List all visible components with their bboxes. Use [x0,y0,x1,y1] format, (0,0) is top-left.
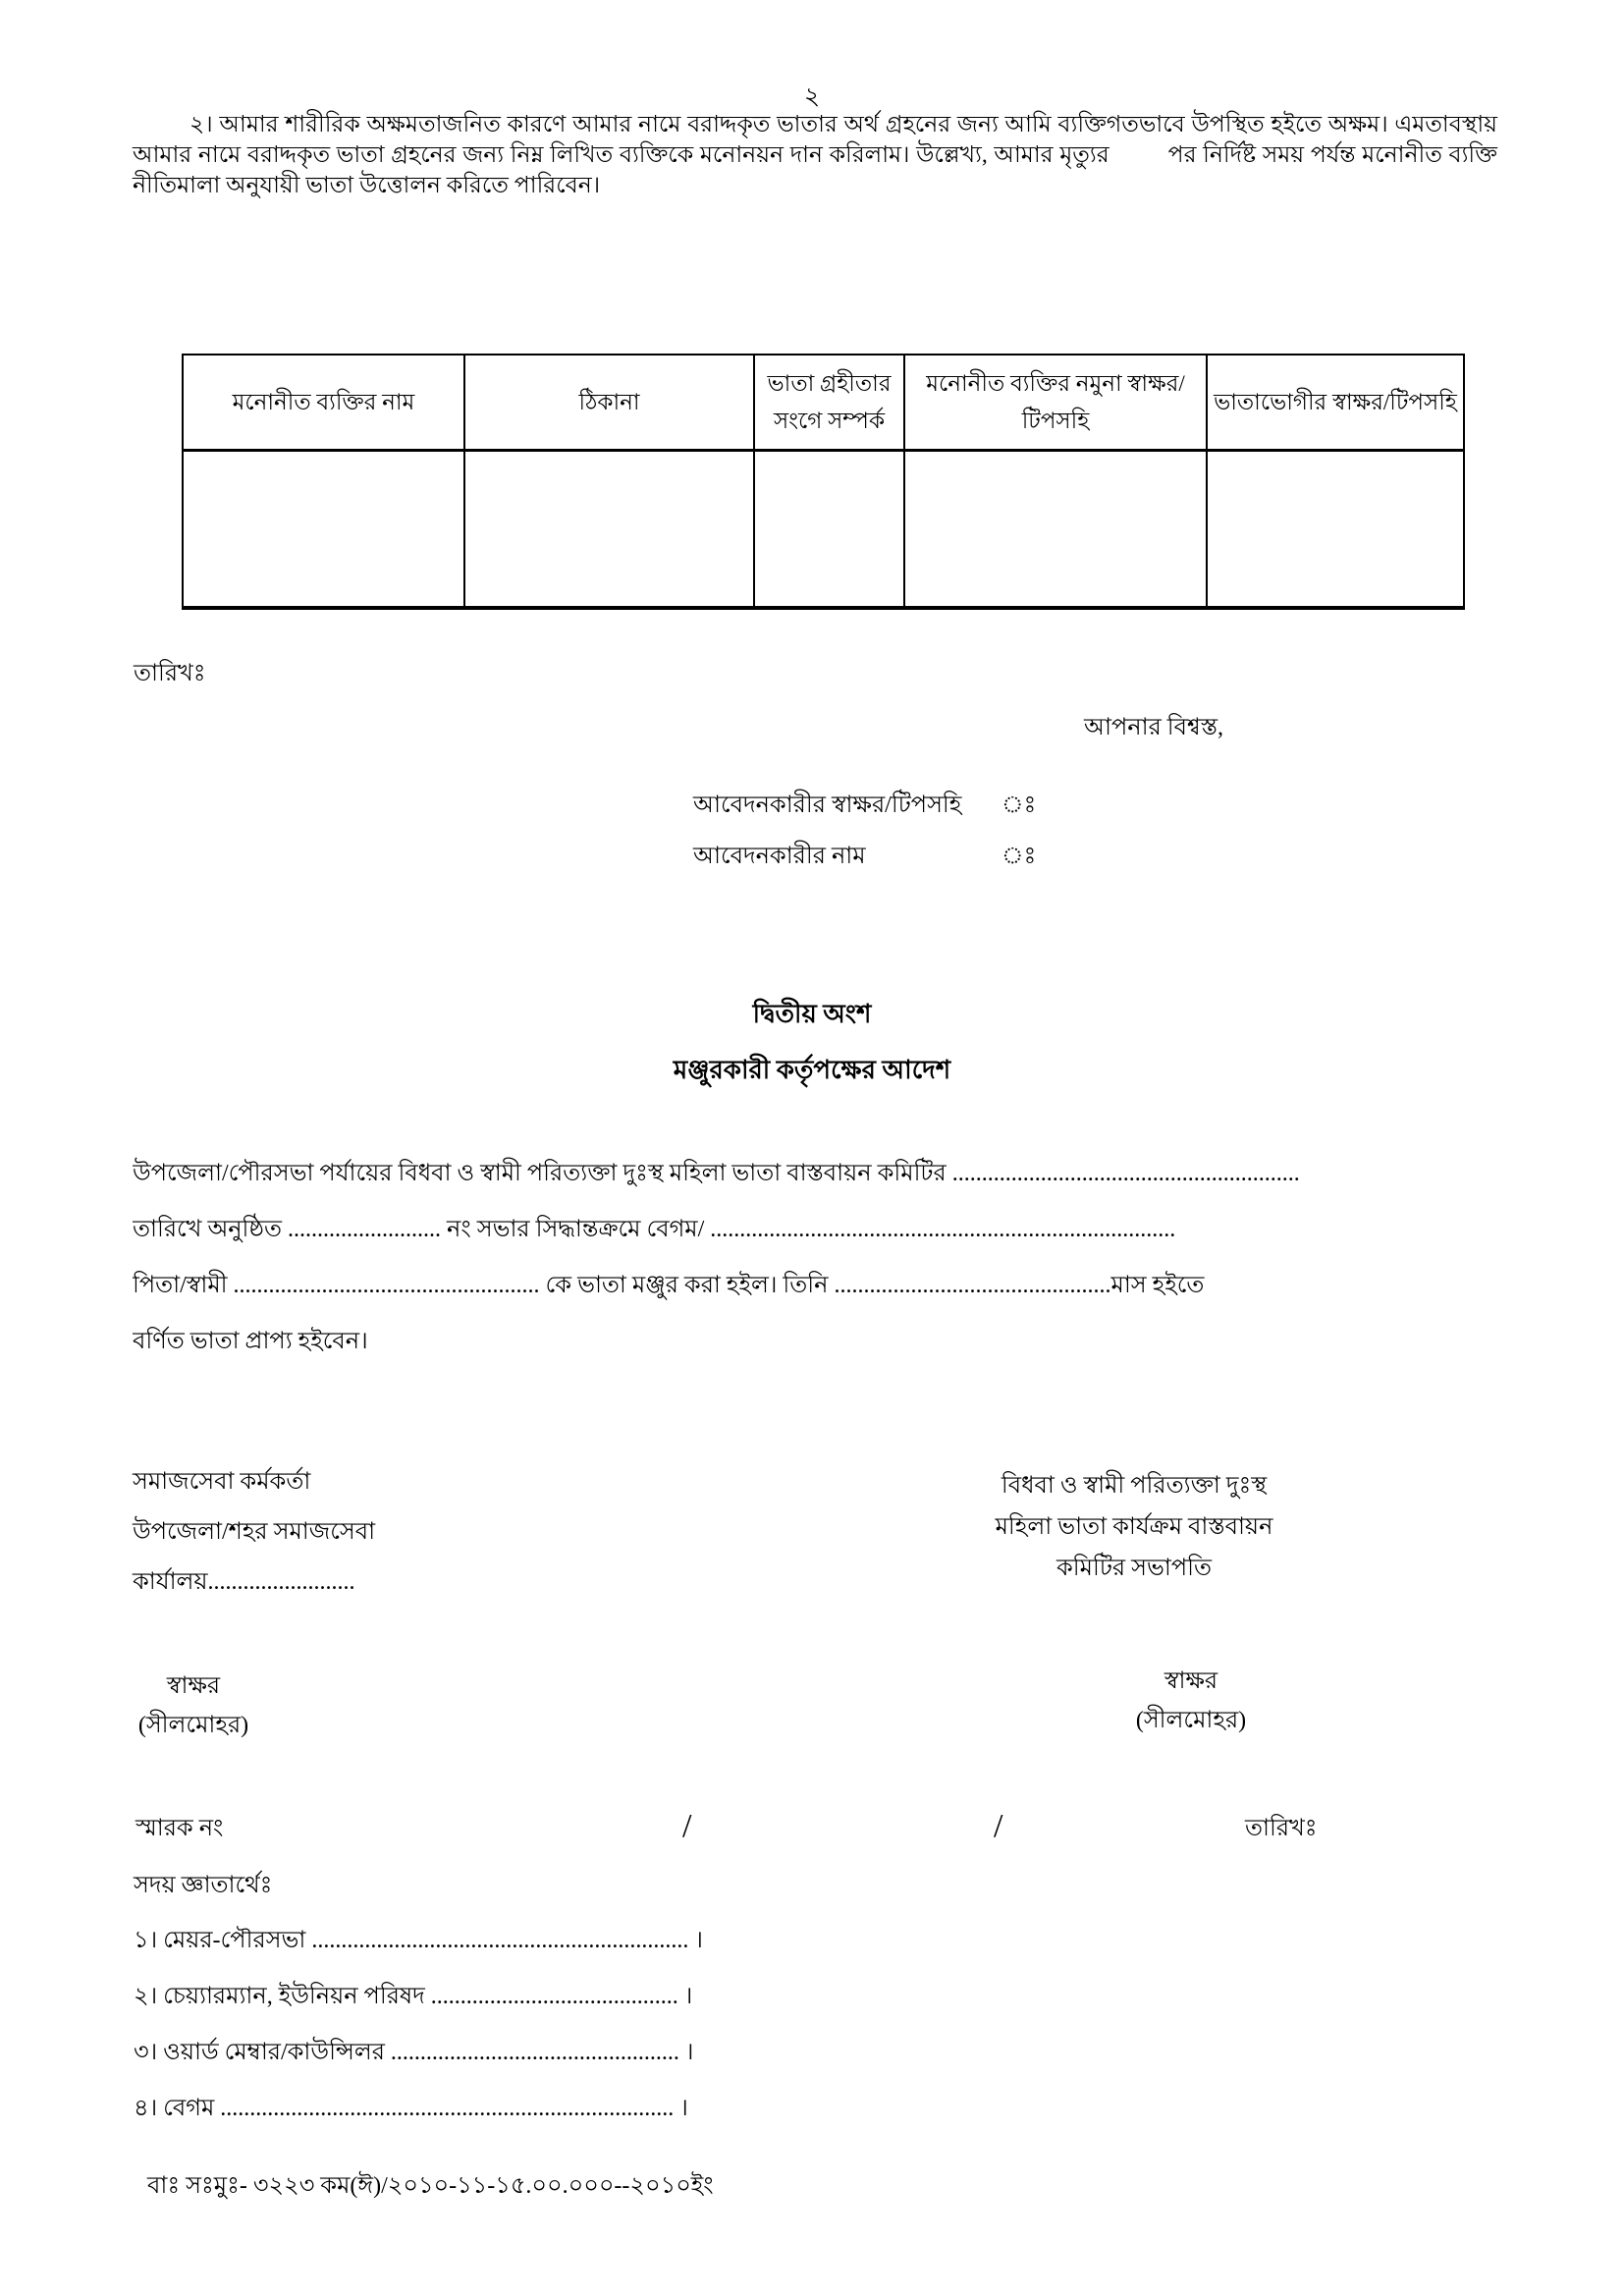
cc-list-item: ৪। বেগম ............................................................................. । [134,2096,688,2121]
applicant-name-colon: ঃ [1001,844,1037,869]
committee-line: বিধবা ও স্বামী পরিত্যক্তা দুঃস্থ [1001,1473,1268,1499]
empty-cell-relation [754,451,904,609]
memo-number-label: স্মারক নং [135,1816,224,1841]
reference-footer: বাঃ সঃমুঃ- ৩২২৩ কম(ঈ)/২০১০-১১-১৫.০০.০০০--২০১০ইং [147,2173,714,2199]
nominee-table-empty-row [183,451,1464,609]
cc-heading: সদয় জ্ঞাতার্থেঃ [134,1873,273,1898]
committee-block [972,1465,1296,1589]
empty-cell-beneficiary-signature [1207,451,1464,609]
nominee-table-header-row [183,355,1464,451]
intro-paragraph: ২। আমার শারীরিক অক্ষমতাজনিত কারণে আমার নামে বরাদ্দকৃত ভাতার অর্থ গ্রহনের জন্য আমি ব্যক্তিগতভাবে উপস্থিত হইতে অক্ষম। এমতাবস্থায় আমার নামে বরাদ্দকৃত ভাতা গ্রহনের জন্য নিম্ন লিখিত ব্যক্তিকে মনোনয়ন দান করিলাম। উল্লেখ্য, আমার মৃত্যুর পর নির্দিষ্ট সময় পর্যন্ত মনোনীত ব্যক্তি নীতিমালা অনুযায়ী ভাতা উত্তোলন করিতে পারিবেন। [133,112,1497,198]
applicant-signature-row [693,792,1036,819]
signature-label: স্বাক্ষর [166,1673,221,1699]
date-label: তারিখঃ [134,661,206,686]
empty-cell-address [464,451,754,609]
cc-list-item: ১। মেয়র-পৌরসভা ................................................................ । [134,1928,703,1953]
header-nominee-name: মনোনীত ব্যক্তির নাম [183,355,464,451]
empty-cell-nominee-name [183,451,464,609]
officer-line: উপজেলা/শহর সমাজসেবা [133,1519,376,1545]
signature-block-right [1108,1662,1274,1740]
order-line: উপজেলা/পৌরসভা পর্যায়ের বিধবা ও স্বামী পরিত্যক্তা দুঃস্থ মহিলা ভাতা বাস্তবায়ন কমিটির ........................................................... [133,1161,1300,1186]
order-line: বর্ণিত ভাতা প্রাপ্য হইবেন। [133,1329,368,1354]
seal-label: (সীলমোহর) [1135,1708,1247,1733]
committee-line: কমিটির সভাপতি [1056,1556,1212,1581]
cc-list-item: ২। চেয়্যারম্যান, ইউনিয়ন পরিষদ .......................................... । [134,1984,693,2009]
order-line: পিতা/স্বামী .................................................... কে ভাতা মঞ্জুর করা হইল। তিনি ...............................................মাস হইতে [133,1273,1205,1298]
signature-block-left [110,1667,277,1745]
applicant-name-row [693,843,1036,870]
applicant-name-label: আবেদনকারীর নাম [693,844,866,869]
part2-subtitle: মঞ্জুরকারী কর্তৃপক্ষের আদেশ [673,1056,951,1084]
header-relation: ভাতা গ্রহীতার সংগে সম্পর্ক [754,355,904,451]
page-number: ২ [803,83,821,110]
header-address: ঠিকানা [464,355,754,451]
header-beneficiary-signature: ভাতাভোগীর স্বাক্ষর/টিপসহি [1207,355,1464,451]
nominee-table [182,354,1465,610]
committee-line: মহিলা ভাতা কার্যক্রম বাস্তবায়ন [995,1514,1273,1540]
applicant-fields [693,792,1036,894]
yours-faithfully-label: আপনার বিশ্বস্ত, [1084,715,1223,740]
part2-title: দ্বিতীয় অংশ [752,1000,872,1028]
applicant-signature-colon: ঃ [1001,793,1037,818]
header-nominee-signature: মনোনীত ব্যক্তির নমুনা স্বাক্ষর/টিপসহি [904,355,1207,451]
order-line: তারিখে অনুষ্ঠিত .......................... নং সভার সিদ্ধান্তক্রমে বেগম/ ............................................................................... [133,1217,1176,1242]
order-paragraph [133,1146,1499,1370]
memo-date-label: তারিখঃ [1245,1816,1318,1841]
officer-line: সমাজসেবা কর্মকর্তা [133,1469,311,1495]
cc-list-item: ৩। ওয়ার্ড মেম্বার/কাউন্সিলর ................................................. । [134,2040,694,2065]
cc-list [134,1913,1214,2137]
memo-slash-1: / [682,1808,692,1844]
officer-line: কার্যালয়......................... [133,1569,355,1595]
applicant-signature-label: আবেদনকারীর স্বাক্ষর/টিপসহি [693,793,962,818]
signature-label: স্বাক্ষর [1164,1668,1218,1694]
memo-slash-2: / [994,1808,1003,1844]
officer-block [133,1457,375,1608]
seal-label: (সীলমোহর) [137,1713,249,1738]
empty-cell-nominee-signature [904,451,1207,609]
